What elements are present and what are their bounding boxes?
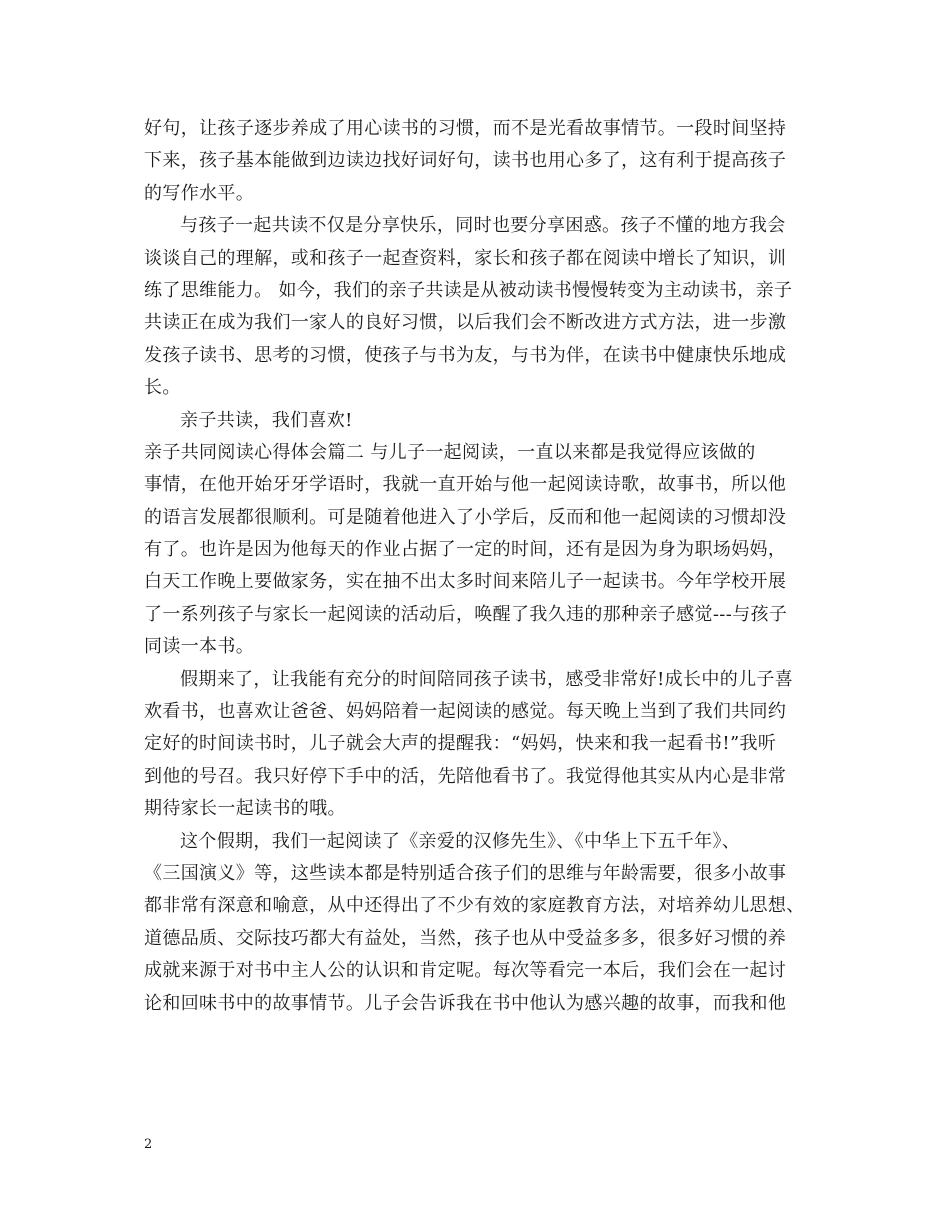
text-line: 长。 xyxy=(144,377,181,399)
text-line: 这个假期，我们一起阅读了《亲爱的汉修先生》、《中华上下五千年》、 xyxy=(180,830,741,852)
text-line: 定好的时间读书时，儿子就会大声的提醒我：“妈妈，快来和我一起看书!”我听 xyxy=(144,733,777,755)
text-line: 到他的号召。我只好停下手中的活，先陪他看书了。我觉得他其实从内心是非常 xyxy=(144,765,787,787)
text-line: 练了思维能力。 如今，我们的亲子共读是从被动读书慢慢转变为主动读书，亲子 xyxy=(144,279,793,301)
text-line: 假期来了，让我能有充分的时间陪同孩子读书，感受非常好!成长中的儿子喜 xyxy=(180,668,794,690)
text-line: 同读一本书。 xyxy=(144,636,255,658)
text-line: 亲子共读，我们喜欢! xyxy=(180,409,353,431)
text-line: 有了。也许是因为他每天的作业占据了一定的时间，还有是因为身为职场妈妈， xyxy=(144,539,787,561)
text-line: 都非常有深意和喻意，从中还得出了不少有效的家庭教育方法，对培养幼儿思想、 xyxy=(144,895,805,917)
text-line: 的语言发展都很顺利。可是随着他进入了小学后，反而和他一起阅读的习惯却没 xyxy=(144,506,787,528)
page-number: 2 xyxy=(144,1137,153,1152)
text-line: 期待家长一起读书的哦。 xyxy=(144,798,346,820)
text-line: 的写作水平。 xyxy=(144,182,255,204)
text-line: 论和回味书中的故事情节。儿子会告诉我在书中他认为感兴趣的故事，而我和他 xyxy=(144,992,787,1014)
text-line: 事情，在他开始牙牙学语时，我就一直开始与他一起阅读诗歌，故事书，所以他 xyxy=(144,474,787,496)
document-body xyxy=(144,113,824,1020)
text-line: 共读正在成为我们一家人的良好习惯，以后我们会不断改进方式方法，进一步激 xyxy=(144,312,787,334)
text-line: 欢看书，也喜欢让爸爸、妈妈陪着一起阅读的感觉。每天晚上当到了我们共同约 xyxy=(144,701,787,723)
text-line: 道德品质、交际技巧都大有益处，当然，孩子也从中受益多多，很多好习惯的养 xyxy=(144,927,787,949)
text-line: 成就来源于对书中主人公的认识和肯定呢。每次等看完一本后，我们会在一起讨 xyxy=(144,960,787,982)
text-line: 与孩子一起共读不仅是分享快乐，同时也要分享困惑。孩子不懂的地方我会 xyxy=(180,215,786,237)
text-line: 亲子共同阅读心得体会篇二 与儿子一起阅读，一直以来都是我觉得应该做的 xyxy=(144,441,756,463)
text-line: 下来，孩子基本能做到边读边找好词好句，读书也用心多了，这有利于提高孩子 xyxy=(144,150,787,172)
text-line: 发孩子读书、思考的习惯，使孩子与书为友，与书为伴，在读书中健康快乐地成 xyxy=(144,344,787,366)
text-line: 白天工作晚上要做家务，实在抽不出太多时间来陪儿子一起读书。今年学校开展 xyxy=(144,571,787,593)
text-line: 谈谈自己的理解，或和孩子一起查资料，家长和孩子都在阅读中增长了知识，训 xyxy=(144,247,787,269)
text-line: 了一系列孩子与家长一起阅读的活动后，唤醒了我久违的那种亲子感觉---与孩子 xyxy=(144,603,788,625)
text-line: 《三国演义》等，这些读本都是特别适合孩子们的思维与年龄需要，很多小故事 xyxy=(144,862,787,884)
text-line: 好句，让孩子逐步养成了用心读书的习惯，而不是光看故事情节。一段时间坚持 xyxy=(144,118,787,139)
